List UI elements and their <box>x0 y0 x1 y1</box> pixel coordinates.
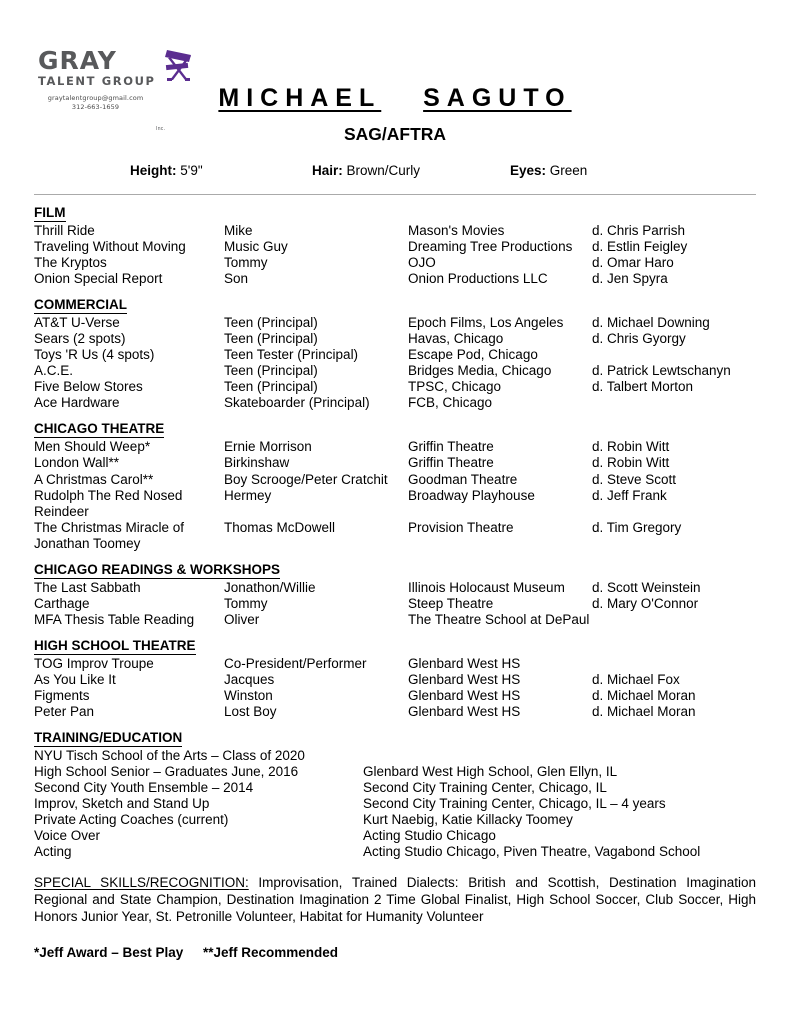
credit-role: Birkinshaw <box>224 455 290 471</box>
agency-email: graytalentgroup@gmail.com <box>47 94 144 102</box>
credit-director: d. Michael Moran <box>592 687 696 703</box>
section-title: HIGH SCHOOL THEATRE <box>34 637 196 653</box>
stat-height <box>130 163 312 178</box>
credit-row <box>34 331 756 347</box>
section-training-education <box>34 729 756 860</box>
credit-title: Improv, Sketch and Stand Up <box>34 796 210 812</box>
credit-company: Provision Theatre <box>408 519 514 535</box>
credit-role: Tommy <box>224 255 268 271</box>
credit-director <box>592 395 756 411</box>
credit-role: Lost Boy <box>224 704 277 720</box>
credit-company: Mason's Movies <box>408 222 505 238</box>
credit-row <box>34 764 756 780</box>
credit-row <box>34 488 756 520</box>
credit-role: Tommy <box>224 595 268 611</box>
footnote-award: *Jeff Award – Best Play <box>34 945 184 961</box>
credit-role: Mike <box>224 222 253 238</box>
actor-last-name: SAGUTO <box>423 84 572 112</box>
credit-row <box>34 828 756 844</box>
credit-director: d. Mary O'Connor <box>592 595 699 611</box>
credit-company: FCB, Chicago <box>408 395 493 411</box>
credit-row <box>34 455 756 471</box>
credit-title: MFA Thesis Table Reading <box>34 611 195 627</box>
credit-row <box>34 596 756 612</box>
credit-company: Bridges Media, Chicago <box>408 363 552 379</box>
credit-director: d. Patrick Lewtschanyn <box>592 363 731 379</box>
credit-row <box>34 656 756 672</box>
credit-role: Ernie Morrison <box>224 439 312 455</box>
section-title: COMMERCIAL <box>34 297 127 313</box>
credit-row <box>34 239 756 255</box>
section-high-school-theatre <box>34 637 756 720</box>
credit-title: Toys 'R Us (4 spots) <box>34 347 155 363</box>
agency-logo <box>38 46 218 132</box>
credit-company: Second City Training Center, Chicago, IL <box>363 780 607 796</box>
credit-company: TPSC, Chicago <box>408 379 502 395</box>
credit-role: Teen (Principal) <box>224 363 318 379</box>
stat-eyes-label: Eyes: <box>510 163 547 178</box>
physical-stats <box>34 163 756 178</box>
credit-company: Glenbard West HS <box>408 671 521 687</box>
credit-title: Sears (2 spots) <box>34 331 126 347</box>
credit-title: Acting <box>34 844 72 860</box>
credit-row <box>34 472 756 488</box>
stat-hair-label: Hair: <box>312 163 343 178</box>
award-footnotes <box>34 945 756 960</box>
credit-row <box>34 255 756 271</box>
union-affiliation: SAG/AFTRA <box>343 124 447 144</box>
credit-title: The Kryptos <box>34 255 107 271</box>
section-film <box>34 204 756 287</box>
credit-row <box>34 439 756 455</box>
credit-title: High School Senior – Graduates June, 2016 <box>34 764 299 780</box>
credit-director: d. Michael Fox <box>592 671 680 687</box>
stat-height-value: 5'9" <box>180 163 203 178</box>
directors-chair-icon <box>158 44 198 89</box>
credit-title: Voice Over <box>34 828 101 844</box>
credit-company: Havas, Chicago <box>408 331 504 347</box>
credit-director <box>592 612 756 628</box>
credit-title: Men Should Weep* <box>34 439 151 455</box>
credit-title: Figments <box>34 687 90 703</box>
credit-director: d. Omar Haro <box>592 255 674 271</box>
credit-title: NYU Tisch School of the Arts – Class of 2020 <box>34 748 305 764</box>
credit-row <box>34 347 756 363</box>
stat-eyes <box>510 163 587 178</box>
credit-director: d. Robin Witt <box>592 455 670 471</box>
logo-brand-primary: GRAY <box>38 46 117 75</box>
credit-role: Music Guy <box>224 238 288 254</box>
credit-row <box>34 580 756 596</box>
credit-director: d. Jen Spyra <box>592 271 668 287</box>
credit-title: Carthage <box>34 595 90 611</box>
logo-inc-mark: Inc. <box>156 126 166 132</box>
agency-contact <box>38 94 153 113</box>
actor-first-name: MICHAEL <box>218 84 382 112</box>
credit-row <box>34 395 756 411</box>
credit-company: Glenbard West High School, Glen Ellyn, IL <box>363 764 618 780</box>
section-chicago-readings-workshops <box>34 561 756 628</box>
credit-title: Second City Youth Ensemble – 2014 <box>34 780 254 796</box>
agency-phone: 312-663-1659 <box>71 103 120 112</box>
credit-title: A.C.E. <box>34 363 74 379</box>
logo-words <box>38 48 156 88</box>
credit-row <box>34 688 756 704</box>
credit-row <box>34 379 756 395</box>
credit-director: d. Michael Downing <box>592 315 710 331</box>
credit-company: The Theatre School at DePaul <box>408 611 590 627</box>
credit-role: Hermey <box>224 487 272 503</box>
credit-role: Skateboarder (Principal) <box>224 395 370 411</box>
credit-company: Griffin Theatre <box>408 455 494 471</box>
credit-role: Boy Scrooge/Peter Cratchit <box>224 471 388 487</box>
credit-director: d. Talbert Morton <box>592 379 694 395</box>
credit-title: Traveling Without Moving <box>34 238 186 254</box>
credit-director <box>592 656 756 672</box>
credit-company: Illinois Holocaust Museum <box>408 579 565 595</box>
credit-title: Onion Special Report <box>34 271 163 287</box>
credit-role: Teen (Principal) <box>224 331 318 347</box>
special-skills-label: SPECIAL SKILLS/RECOGNITION: <box>34 875 249 891</box>
credit-director: d. Steve Scott <box>592 471 677 487</box>
credit-title: The Christmas Miracle of Jonathan Toomey <box>34 519 185 551</box>
credit-row <box>34 844 756 860</box>
credit-title: Rudolph The Red Nosed Reindeer <box>34 487 183 519</box>
credit-director <box>592 347 756 363</box>
credit-director: d. Chris Parrish <box>592 222 686 238</box>
section-chicago-theatre <box>34 420 756 551</box>
credit-title: Five Below Stores <box>34 379 143 395</box>
credit-director: d. Jeff Frank <box>592 487 667 503</box>
credit-role: Jacques <box>224 671 275 687</box>
footnote-recommended: **Jeff Recommended <box>203 945 339 961</box>
credit-row <box>34 315 756 331</box>
credit-title: London Wall** <box>34 455 120 471</box>
credit-company: Goodman Theatre <box>408 471 518 487</box>
credit-row <box>34 812 756 828</box>
credit-company: Steep Theatre <box>408 595 494 611</box>
credit-company: Acting Studio Chicago <box>363 828 496 844</box>
section-title: TRAINING/EDUCATION <box>34 730 183 746</box>
credit-title: A Christmas Carol** <box>34 471 154 487</box>
section-commercial <box>34 296 756 411</box>
credit-row <box>34 520 756 552</box>
credit-role: Oliver <box>224 611 260 627</box>
credit-director: d. Estlin Feigley <box>592 238 688 254</box>
credit-title: The Last Sabbath <box>34 579 141 595</box>
credit-row <box>34 271 756 287</box>
credit-company: Griffin Theatre <box>408 439 494 455</box>
credit-company: Acting Studio Chicago, Piven Theatre, Vagabond School <box>363 844 701 860</box>
credit-title: TOG Improv Troupe <box>34 655 154 671</box>
credit-row <box>34 672 756 688</box>
credit-company: Glenbard West HS <box>408 687 521 703</box>
section-title: CHICAGO READINGS & WORKSHOPS <box>34 561 281 577</box>
credit-company: Glenbard West HS <box>408 655 521 671</box>
stat-eyes-value: Green <box>549 163 588 178</box>
credit-director: d. Tim Gregory <box>592 519 682 535</box>
credit-director: d. Michael Moran <box>592 704 696 720</box>
credit-title: Peter Pan <box>34 704 95 720</box>
credit-role: Teen (Principal) <box>224 315 318 331</box>
header-divider <box>34 194 756 195</box>
stat-height-label: Height: <box>130 163 177 178</box>
credit-role: Jonathon/Willie <box>224 579 316 595</box>
credit-director: d. Chris Gyorgy <box>592 331 686 347</box>
credit-company: Onion Productions LLC <box>408 271 548 287</box>
credit-row <box>34 780 756 796</box>
credit-title: Thrill Ride <box>34 222 95 238</box>
credit-row <box>34 704 756 720</box>
credit-row <box>34 796 756 812</box>
credit-title: Private Acting Coaches (current) <box>34 812 229 828</box>
credit-company: OJO <box>408 255 436 271</box>
credit-role: Thomas McDowell <box>224 519 336 535</box>
credit-role: Co-President/Performer <box>224 655 367 671</box>
credit-director: d. Robin Witt <box>592 439 670 455</box>
credit-row <box>34 612 756 628</box>
credit-company: Dreaming Tree Productions <box>408 238 573 254</box>
credit-company: Second City Training Center, Chicago, IL – 4 years <box>363 796 666 812</box>
credit-title: As You Like It <box>34 671 116 687</box>
credit-company: Broadway Playhouse <box>408 487 535 503</box>
stat-hair <box>312 163 510 178</box>
credit-company <box>363 748 756 764</box>
special-skills-text: Improvisation, Trained Dialects: British and Scottish, Destination Imagination Regional and State Champion, Destination Imagination 2 Time Global Finalist, High School Soccer, Club Soccer, High Honors Junior Year, St. Petronille Volunteer, Habitat for Humanity Volunteer <box>34 875 756 925</box>
section-title: FILM <box>34 205 66 220</box>
logo-wordmark <box>38 48 218 89</box>
credit-company: Escape Pod, Chicago <box>408 347 538 363</box>
credit-row <box>34 363 756 379</box>
credit-director: d. Scott Weinstein <box>592 579 701 595</box>
stat-hair-value: Brown/Curly <box>346 163 421 178</box>
special-skills <box>34 875 756 926</box>
credit-role: Teen (Principal) <box>224 379 318 395</box>
credit-title: AT&T U-Verse <box>34 315 120 331</box>
credit-company: Epoch Films, Los Angeles <box>408 315 564 331</box>
section-title: CHICAGO THEATRE <box>34 421 165 437</box>
credit-row <box>34 748 756 764</box>
credit-role: Son <box>224 271 249 287</box>
credit-role: Winston <box>224 687 273 703</box>
logo-brand-secondary: TALENT GROUP <box>38 74 156 88</box>
credit-company: Kurt Naebig, Katie Killacky Toomey <box>363 812 573 828</box>
credit-title: Ace Hardware <box>34 395 120 411</box>
credit-role: Teen Tester (Principal) <box>224 347 359 363</box>
credits-sections <box>34 204 756 860</box>
credit-row <box>34 223 756 239</box>
credit-company: Glenbard West HS <box>408 704 521 720</box>
